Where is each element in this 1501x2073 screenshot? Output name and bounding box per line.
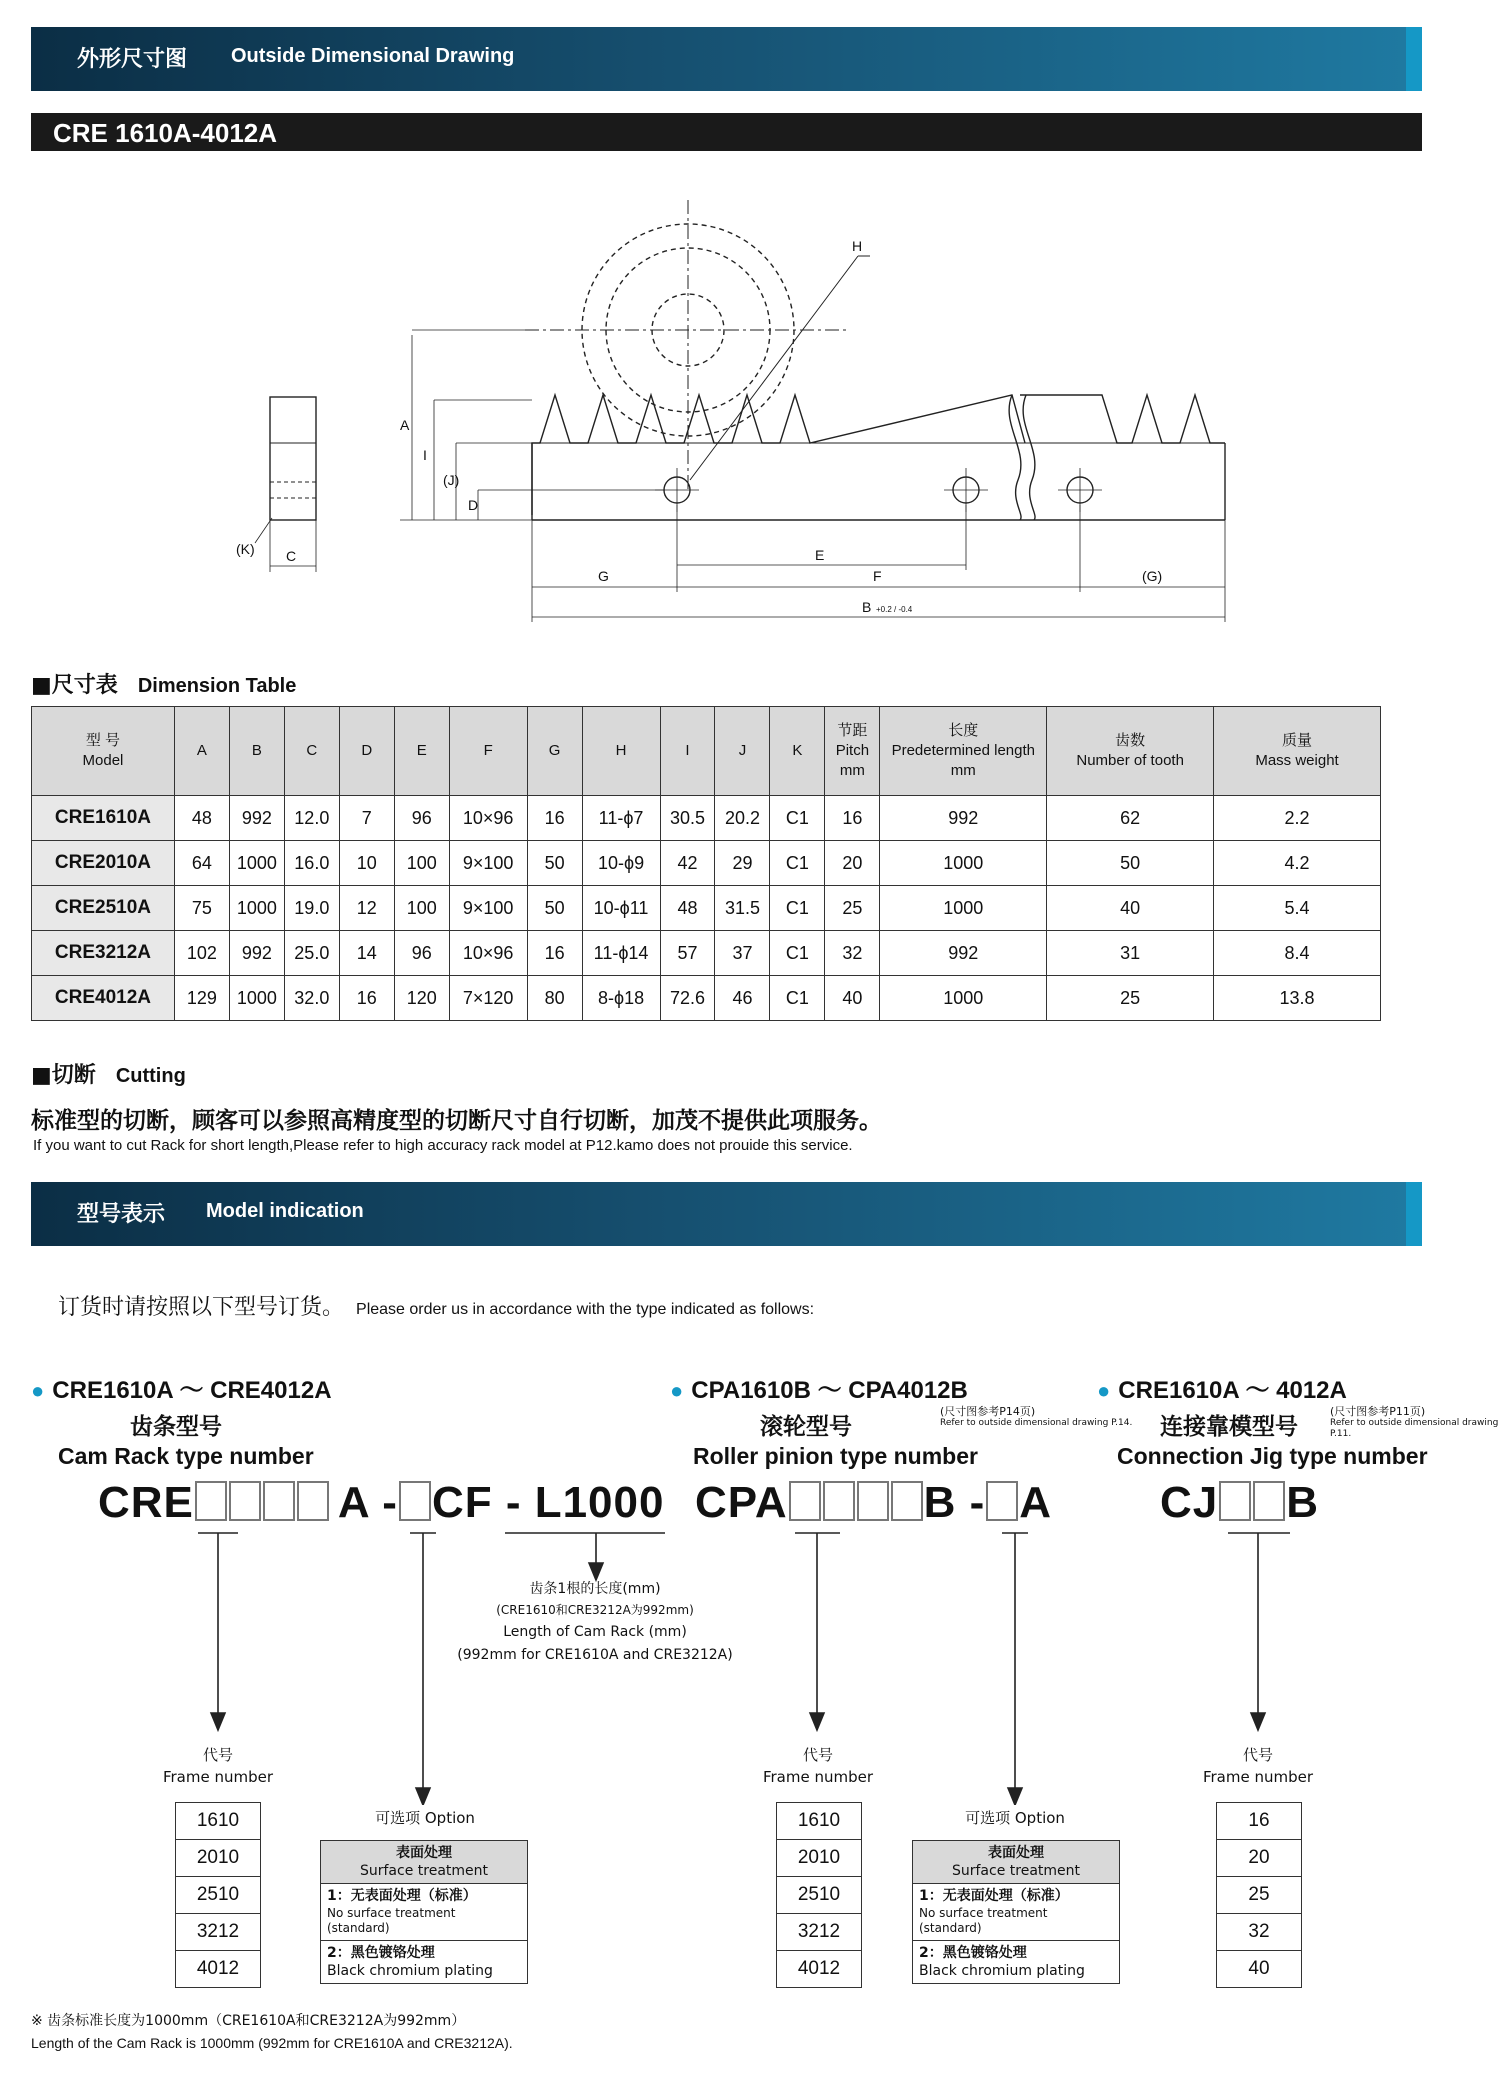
frame-number-cell: 1610 bbox=[176, 1803, 261, 1840]
table-cell: 25 bbox=[1047, 976, 1214, 1021]
footnote-en: Length of the Cam Rack is 1000mm (992mm for CRE1610A and CRE3212A). bbox=[31, 2035, 513, 2051]
table-cell: 75 bbox=[174, 886, 229, 931]
table-cell: 20 bbox=[825, 841, 880, 886]
section-header-drawing bbox=[31, 27, 1422, 91]
group-title-cam-rack: ● CRE1610A ～ CRE4012A bbox=[31, 1377, 332, 1404]
table-cell: C1 bbox=[770, 841, 825, 886]
th-f: F bbox=[449, 707, 527, 796]
option-label-1: 可选项 Option bbox=[375, 1809, 475, 1827]
table-cell: 30.5 bbox=[660, 796, 715, 841]
th-mass: 质量 Mass weight bbox=[1214, 707, 1381, 796]
section-header-model bbox=[31, 1182, 1422, 1246]
th-i: I bbox=[660, 707, 715, 796]
th-pitch: 节距 Pitch mm bbox=[825, 707, 880, 796]
break-line-1 bbox=[1009, 395, 1021, 520]
table-header-row bbox=[32, 707, 1381, 796]
frame-number-cell: 2010 bbox=[176, 1840, 261, 1877]
table-cell: 10-ϕ11 bbox=[582, 886, 660, 931]
option-label-2: 可选项 Option bbox=[965, 1809, 1065, 1827]
frame-number-cell: 2510 bbox=[176, 1877, 261, 1914]
table-row bbox=[32, 841, 1381, 886]
table-cell: C1 bbox=[770, 796, 825, 841]
option-box-cam-rack: 表面处理 Surface treatment 1：无表面处理（标准） No surface treatment (standard) 2：黑色镀铬处理 Black chromium plating bbox=[320, 1840, 528, 1984]
th-b: B bbox=[229, 707, 284, 796]
table-cell: 32 bbox=[825, 931, 880, 976]
table-cell: 50 bbox=[527, 841, 582, 886]
rack-length-note: 齿条1根的长度(mm) (CRE1610和CRE3212A为992mm) Length of Cam Rack (mm) (992mm for CRE1610A and CRE3212A) bbox=[457, 1581, 733, 1663]
table-cell: 96 bbox=[394, 931, 449, 976]
roller-pinion-ref: (尺寸图参考P14页) Refer to outside dimensional drawing P.14. bbox=[940, 1405, 1133, 1429]
table-cell: 992 bbox=[880, 796, 1047, 841]
table-cell: 7×120 bbox=[449, 976, 527, 1021]
table-cell: 120 bbox=[394, 976, 449, 1021]
table-cell: 50 bbox=[1047, 841, 1214, 886]
section-title-en: Outside Dimensional Drawing bbox=[231, 45, 515, 67]
table-cell: 25.0 bbox=[284, 931, 339, 976]
th-g: G bbox=[527, 707, 582, 796]
table-cell: 48 bbox=[174, 796, 229, 841]
table-cell: 62 bbox=[1047, 796, 1214, 841]
table-cell: 2.2 bbox=[1214, 796, 1381, 841]
model-cell: CRE1610A bbox=[32, 796, 175, 841]
roller-pinion-type-en: Roller pinion type number bbox=[693, 1443, 978, 1469]
footnote-cn: ※ 齿条标准长度为1000mm（CRE1610A和CRE3212A为992mm） bbox=[31, 2013, 466, 2029]
table-cell: 40 bbox=[1047, 886, 1214, 931]
label-g: G bbox=[598, 568, 609, 584]
table-cell: 50 bbox=[527, 886, 582, 931]
frame-label-connection-jig: 代号 Frame number bbox=[1202, 1746, 1314, 1786]
rack-dimension-drawing bbox=[0, 160, 1501, 640]
th-j: J bbox=[715, 707, 770, 796]
frame-number-cell: 3212 bbox=[176, 1914, 261, 1951]
label-e: E bbox=[815, 547, 825, 563]
bullet-dot-icon: ● bbox=[670, 1378, 684, 1403]
order-instruction: 订货时请按照以下型号订货。 Please order us in accordance with the type indicated as follows: bbox=[58, 1295, 815, 1320]
frame-label-roller-pinion: 代号 Frame number bbox=[762, 1746, 874, 1786]
frame-number-cell: 16 bbox=[1217, 1803, 1302, 1840]
th-e: E bbox=[394, 707, 449, 796]
label-b-tolerance: +0.2 / -0.4 bbox=[876, 605, 913, 614]
th-d: D bbox=[339, 707, 394, 796]
table-cell: 8.4 bbox=[1214, 931, 1381, 976]
frame-number-cell: 1610 bbox=[777, 1803, 862, 1840]
table-cell: 11-ϕ14 bbox=[582, 931, 660, 976]
roller-pinion-code: CPA B - A bbox=[695, 1478, 1053, 1527]
table-cell: 48 bbox=[660, 886, 715, 931]
frame-list-roller-pinion bbox=[776, 1802, 862, 1988]
frame-list-cam-rack bbox=[175, 1802, 261, 1988]
model-cell: CRE4012A bbox=[32, 976, 175, 1021]
header-accent bbox=[1406, 1182, 1422, 1246]
table-cell: 29 bbox=[715, 841, 770, 886]
table-cell: 13.8 bbox=[1214, 976, 1381, 1021]
cam-rack-code: CRE A - CF - L1000 bbox=[98, 1478, 665, 1527]
table-cell: 9×100 bbox=[449, 841, 527, 886]
table-cell: 40 bbox=[825, 976, 880, 1021]
th-teeth: 齿数 Number of tooth bbox=[1047, 707, 1214, 796]
table-cell: 992 bbox=[229, 931, 284, 976]
table-cell: 9×100 bbox=[449, 886, 527, 931]
table-cell: 992 bbox=[880, 931, 1047, 976]
table-row bbox=[32, 886, 1381, 931]
roller-pinion-type-cn: 滚轮型号 bbox=[760, 1414, 852, 1440]
connection-jig-type-en: Connection Jig type number bbox=[1117, 1443, 1428, 1469]
table-cell: 1000 bbox=[880, 886, 1047, 931]
table-cell: 1000 bbox=[880, 976, 1047, 1021]
frame-number-cell: 3212 bbox=[777, 1914, 862, 1951]
table-cell: 64 bbox=[174, 841, 229, 886]
th-a: A bbox=[174, 707, 229, 796]
table-cell: 10×96 bbox=[449, 796, 527, 841]
model-range-bar bbox=[31, 113, 1422, 151]
cam-rack-type-cn: 齿条型号 bbox=[130, 1414, 222, 1440]
frame-number-cell: 4012 bbox=[777, 1951, 862, 1988]
table-cell: 7 bbox=[339, 796, 394, 841]
table-row bbox=[32, 796, 1381, 841]
connection-jig-code: CJ B bbox=[1160, 1478, 1320, 1527]
table-cell: 1000 bbox=[229, 886, 284, 931]
section-title-cn: 型号表示 bbox=[77, 1202, 166, 1227]
table-cell: 10×96 bbox=[449, 931, 527, 976]
table-cell: 72.6 bbox=[660, 976, 715, 1021]
label-j: (J) bbox=[443, 472, 460, 488]
th-model: 型 号 Model bbox=[32, 707, 175, 796]
th-k: K bbox=[770, 707, 825, 796]
label-i: I bbox=[423, 447, 427, 463]
table-cell: 16 bbox=[527, 931, 582, 976]
table-cell: 4.2 bbox=[1214, 841, 1381, 886]
label-g-paren: (G) bbox=[1142, 568, 1163, 584]
table-cell: 12.0 bbox=[284, 796, 339, 841]
label-f: F bbox=[873, 568, 882, 584]
label-k: (K) bbox=[236, 541, 255, 557]
cutting-heading: ■切断 Cutting bbox=[31, 1063, 186, 1088]
model-cell: CRE2510A bbox=[32, 886, 175, 931]
table-cell: 8-ϕ18 bbox=[582, 976, 660, 1021]
table-cell: 100 bbox=[394, 886, 449, 931]
table-cell: C1 bbox=[770, 976, 825, 1021]
table-cell: C1 bbox=[770, 931, 825, 976]
frame-list-connection-jig bbox=[1216, 1802, 1302, 1988]
frame-number-cell: 32 bbox=[1217, 1914, 1302, 1951]
label-a: A bbox=[400, 417, 410, 433]
break-line-2 bbox=[1023, 395, 1035, 520]
table-row bbox=[32, 976, 1381, 1021]
table-cell: 1000 bbox=[880, 841, 1047, 886]
table-cell: 100 bbox=[394, 841, 449, 886]
table-cell: 1000 bbox=[229, 841, 284, 886]
bullet-dot-icon: ● bbox=[31, 1378, 45, 1403]
model-cell: CRE2010A bbox=[32, 841, 175, 886]
table-cell: 42 bbox=[660, 841, 715, 886]
table-cell: 57 bbox=[660, 931, 715, 976]
th-h: H bbox=[582, 707, 660, 796]
group-title-connection-jig: ● CRE1610A ～ 4012A bbox=[1097, 1377, 1347, 1404]
th-length: 长度 Predetermined length mm bbox=[880, 707, 1047, 796]
option-box-roller-pinion: 表面处理 Surface treatment 1：无表面处理（标准） No surface treatment (standard) 2：黑色镀铬处理 Black chromium plating bbox=[912, 1840, 1120, 1984]
model-range-text: CRE 1610A-4012A bbox=[53, 118, 278, 148]
bullet-dot-icon: ● bbox=[1097, 1378, 1111, 1403]
table-cell: C1 bbox=[770, 886, 825, 931]
table-cell: 32.0 bbox=[284, 976, 339, 1021]
label-d: D bbox=[468, 497, 479, 513]
table-cell: 16.0 bbox=[284, 841, 339, 886]
table-cell: 20.2 bbox=[715, 796, 770, 841]
table-cell: 46 bbox=[715, 976, 770, 1021]
connection-jig-ref: (尺寸图参考P11页) Refer to outside dimensional drawing P.11. bbox=[1330, 1405, 1499, 1439]
table-cell: 37 bbox=[715, 931, 770, 976]
label-c: C bbox=[286, 548, 297, 564]
table-cell: 102 bbox=[174, 931, 229, 976]
cam-rack-type-en: Cam Rack type number bbox=[58, 1443, 314, 1469]
rack-teeth-left bbox=[532, 395, 1025, 515]
label-h: H bbox=[852, 238, 863, 254]
table-cell: 31 bbox=[1047, 931, 1214, 976]
h-leader bbox=[690, 256, 858, 480]
table-cell: 80 bbox=[527, 976, 582, 1021]
square-bullet-icon: ■ bbox=[31, 673, 52, 698]
dimension-table-heading: ■尺寸表 Dimension Table bbox=[31, 673, 297, 698]
table-cell: 12 bbox=[339, 886, 394, 931]
table-cell: 16 bbox=[339, 976, 394, 1021]
connection-jig-type-cn: 连接靠模型号 bbox=[1160, 1414, 1298, 1440]
side-view-body bbox=[270, 397, 316, 520]
table-cell: 1000 bbox=[229, 976, 284, 1021]
frame-number-cell: 2510 bbox=[777, 1877, 862, 1914]
rack-teeth-right bbox=[1020, 395, 1225, 443]
table-row bbox=[32, 931, 1381, 976]
frame-number-cell: 40 bbox=[1217, 1951, 1302, 1988]
section-title-cn: 外形尺寸图 bbox=[77, 47, 188, 72]
frame-number-cell: 2010 bbox=[777, 1840, 862, 1877]
th-c: C bbox=[284, 707, 339, 796]
dimension-table bbox=[31, 706, 1381, 1021]
table-cell: 992 bbox=[229, 796, 284, 841]
frame-number-cell: 4012 bbox=[176, 1951, 261, 1988]
model-cell: CRE3212A bbox=[32, 931, 175, 976]
table-cell: 10-ϕ9 bbox=[582, 841, 660, 886]
table-cell: 129 bbox=[174, 976, 229, 1021]
frame-number-cell: 25 bbox=[1217, 1877, 1302, 1914]
table-cell: 11-ϕ7 bbox=[582, 796, 660, 841]
section-title-en: Model indication bbox=[206, 1200, 364, 1222]
header-accent bbox=[1406, 27, 1422, 91]
table-cell: 16 bbox=[527, 796, 582, 841]
table-cell: 19.0 bbox=[284, 886, 339, 931]
frame-number-cell: 20 bbox=[1217, 1840, 1302, 1877]
table-cell: 25 bbox=[825, 886, 880, 931]
table-cell: 16 bbox=[825, 796, 880, 841]
cutting-text-en: If you want to cut Rack for short length,Please refer to high accuracy rack model at P12.kamo does not prouide this service. bbox=[33, 1137, 853, 1154]
table-cell: 14 bbox=[339, 931, 394, 976]
cutting-text-cn: 标准型的切断，顾客可以参照高精度型的切断尺寸自行切断，加茂不提供此项服务。 bbox=[31, 1108, 882, 1134]
table-cell: 5.4 bbox=[1214, 886, 1381, 931]
square-bullet-icon: ■ bbox=[31, 1063, 52, 1088]
label-b: B bbox=[862, 599, 872, 615]
table-cell: 96 bbox=[394, 796, 449, 841]
frame-label-cam-rack: 代号 Frame number bbox=[162, 1746, 274, 1786]
table-cell: 10 bbox=[339, 841, 394, 886]
table-cell: 31.5 bbox=[715, 886, 770, 931]
group-title-roller-pinion: ● CPA1610B ～ CPA4012B bbox=[670, 1377, 968, 1404]
